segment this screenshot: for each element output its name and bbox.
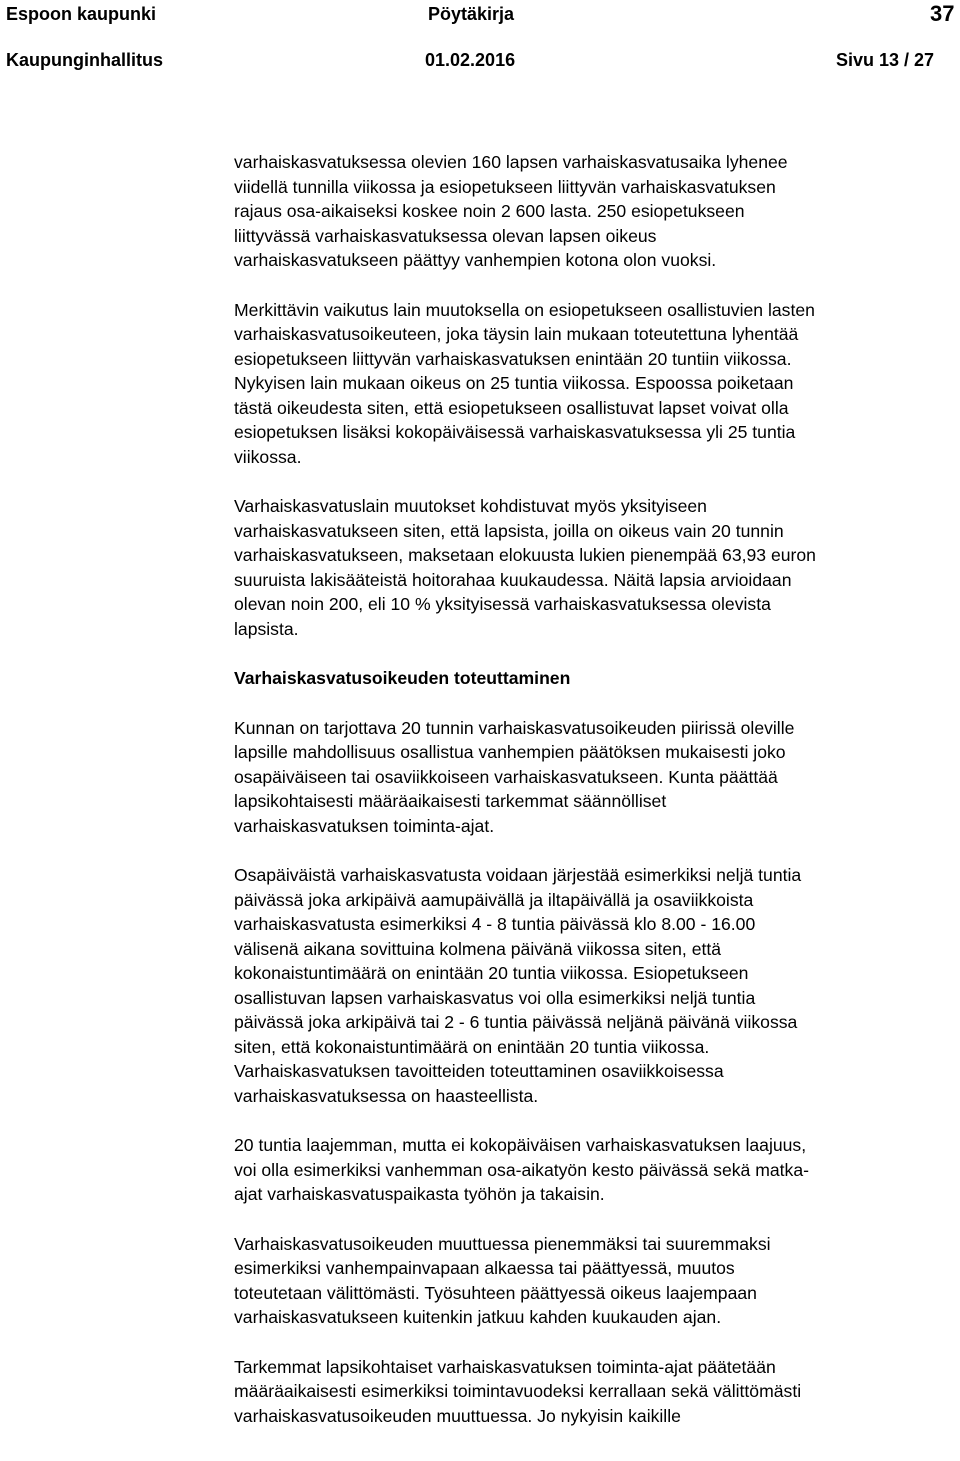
text-line: päivässä joka arkipäivä aamupäivällä ja iltapäivällä ja osaviikkoista [234, 889, 754, 910]
text-line: Varhaiskasvatuslain muutokset kohdistuvat myös yksityiseen [234, 496, 707, 516]
text-line: suuruista lakisääteistä hoitorahaa kuukaudessa. Näitä lapsia arvioidaan [234, 569, 792, 590]
text-line: varhaiskasvatukseen siten, että lapsista, joilla on oikeus vain 20 tunnin [234, 520, 784, 541]
paragraph [234, 1355, 960, 1429]
text-line: tästä oikeudesta siten, että esiopetukseen osallistuvat lapset voivat olla [234, 397, 789, 418]
text-line: siten, että kokonaistuntimäärä on enintään 20 tuntia viikossa. [234, 1036, 710, 1057]
text-line: lapsikohtaisesti määräaikaisesti tarkemmat säännölliset [234, 791, 667, 811]
text-line: osallistuvan lapsen varhaiskasvatus voi olla esimerkiksi neljä tuntia [234, 987, 756, 1008]
paragraph [234, 494, 960, 641]
text-line: varhaiskasvatuksessa on haasteellista. [234, 1085, 539, 1106]
text-line: Varhaiskasvatuksen tavoitteiden toteuttaminen osaviikkoisessa [234, 1061, 724, 1081]
text-line: olevan noin 200, eli 10 % yksityisessä varhaiskasvatuksessa olevista [234, 594, 771, 614]
text-line: Varhaiskasvatusoikeuden muuttuessa pienemmäksi tai suuremmaksi [234, 1233, 771, 1254]
paragraph [234, 1232, 960, 1330]
text-line: Osapäiväistä varhaiskasvatusta voidaan järjestää esimerkiksi neljä tuntia [234, 865, 802, 885]
text-line: Kunnan on tarjottava 20 tunnin varhaiskasvatusoikeuden piirissä oleville [234, 717, 795, 738]
paragraph [234, 1133, 960, 1207]
organization-name: Espoon kaupunki [6, 4, 157, 24]
page-header [0, 0, 960, 70]
text-line: viikossa. [234, 446, 302, 467]
text-line: varhaiskasvatuksen toiminta-ajat. [234, 815, 495, 836]
page-indicator: Sivu 13 / 27 [836, 50, 935, 70]
text-line: varhaiskasvatukseen, maksetaan elokuusta lukien pienempää 63,93 euron [234, 545, 816, 565]
text-line: Merkittävin vaikutus lain muutoksella on esiopetukseen osallistuvien lasten [234, 299, 815, 320]
section-heading: Varhaiskasvatusoikeuden toteuttaminen [234, 668, 571, 688]
text-line: rajaus osa-aikaiseksi koskee noin 2 600 lasta. 250 esiopetukseen [234, 201, 745, 221]
text-line: määräaikaisesti esimerkiksi toimintavuodeksi kerrallaan sekä välittömästi [234, 1381, 802, 1401]
text-line: varhaiskasvatusoikeuteen, joka täysin lain mukaan toteutettuna lyhentää [234, 324, 799, 344]
paragraph [234, 298, 960, 470]
text-line: Nykyisen lain mukaan oikeus on 25 tuntia viikossa. Espoossa poiketaan [234, 373, 794, 393]
text-line: 20 tuntia laajemman, mutta ei kokopäiväisen varhaiskasvatuksen laajuus, [234, 1135, 807, 1155]
document-type: Pöytäkirja [428, 4, 515, 24]
body-name: Kaupunginhallitus [6, 50, 163, 70]
paragraph [234, 863, 960, 1108]
text-line: liittyvässä varhaiskasvatuksessa olevan lapsen oikeus [234, 225, 657, 246]
text-line: varhaiskasvatuksessa olevien 160 lapsen varhaiskasvatusaika lyhenee [234, 152, 788, 172]
text-line: esiopetuksen lisäksi kokopäiväisessä varhaiskasvatuksessa yli 25 tuntia [234, 422, 796, 442]
text-line: voi olla esimerkiksi vanhemman osa-aikatyön kesto päivässä sekä matka- [234, 1159, 809, 1180]
text-line: kokonaistuntimäärä on enintään 20 tuntia viikossa. Esiopetukseen [234, 963, 749, 983]
text-line: varhaiskasvatusta esimerkiksi 4 - 8 tuntia päivässä klo 8.00 - 16.00 [234, 914, 756, 934]
document-body [234, 150, 960, 1453]
section-number: 37 [930, 1, 955, 26]
text-line: osapäiväiseen tai osaviikkoiseen varhaiskasvatukseen. Kunta päättää [234, 766, 778, 787]
text-line: varhaiskasvatusoikeuden muuttuessa. Jo nykyisin kaikille [234, 1405, 681, 1426]
text-line: lapsista. [234, 618, 299, 639]
text-line: viidellä tunnilla viikossa ja esiopetukseen liittyvän varhaiskasvatuksen [234, 176, 776, 197]
text-line: lapsille mahdollisuus osallistua vanhempien päätöksen mukaisesti joko [234, 742, 786, 762]
text-line: Tarkemmat lapsikohtaiset varhaiskasvatuksen toiminta-ajat päätetään [234, 1356, 776, 1377]
meeting-date: 01.02.2016 [425, 50, 516, 70]
paragraph [234, 716, 960, 839]
text-line: ajat varhaiskasvatuspaikasta työhön ja takaisin. [234, 1184, 605, 1204]
text-line: varhaiskasvatukseen kuitenkin jatkuu kahden kuukauden ajan. [234, 1307, 722, 1327]
text-line: esimerkiksi vanhempainvapaan alkaessa tai päättyessä, muutos [234, 1258, 735, 1278]
text-line: esiopetukseen liittyvän varhaiskasvatuksen enintään 20 tuntiin viikossa. [234, 348, 792, 369]
text-line: varhaiskasvatukseen päättyy vanhempien kotona olon vuoksi. [234, 250, 717, 270]
text-line: välisenä aikana sovittuina kolmena päivänä viikossa siten, että [234, 938, 722, 959]
text-line: päivässä joka arkipäivä tai 2 - 6 tuntia päivässä neljänä päivänä viikossa [234, 1012, 798, 1032]
paragraph [234, 150, 960, 273]
text-line: toteutetaan välittömästi. Työsuhteen päättyessä oikeus laajempaan [234, 1282, 757, 1303]
